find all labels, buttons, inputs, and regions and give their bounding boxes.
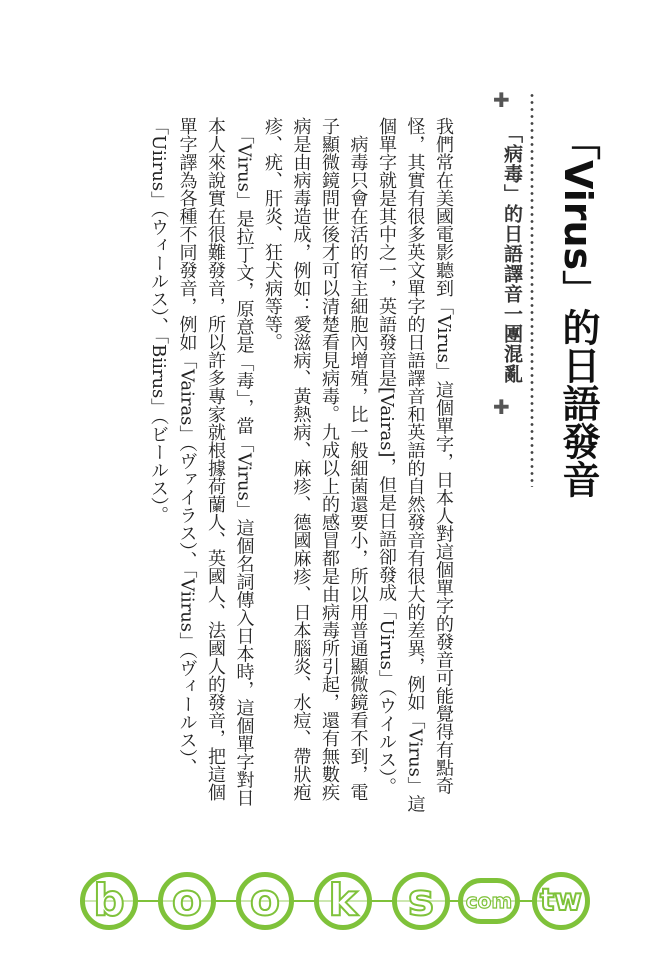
books-com-tw-watermark — [80, 862, 600, 942]
watermark-tw: tw — [532, 872, 590, 930]
page-subtitle: 「病毒」的日語譯音一團混亂 — [501, 124, 523, 384]
body-text: 我們常在美國電影聽到「Virus」這個單字，日本人對這個單字的發音可能覺得有點奇 怪，其實有很多英文單字的日語譯音和英語的自然發音有很大的差異，例如「Virus」這 個單字就是其中之一，英語發音是[Vairas]，但是日語卻發成「Uirus」（ウイルス）。 病毒只會在活的宿主細胞內增殖，比一般細菌還要小，所以用普通顯微鏡看不到，電 子顯微鏡問世後才可以清楚看見病毒。九成以上的感冒都是由病毒所引起，還有無數疾 病是由病毒造成，例如：愛滋病、黃熱病、麻疹、德國麻疹、日本腦炎、水痘、帶狀疱 疹、疣、肝炎、狂犬病等等。 「Virus」是拉丁文，原意是「毒」，當「Virus」這個名詞傳入日本時，這個單字對日 本人來說實在很難發音，所以許多專家就根據荷蘭人、英國人、法國人的發音，把這個 單字譯為各種不同發音，例如「Vairas」（ヴァイラス）、「Viirus」（ヴィールス）、 「Uiirus」（ウィールス）、「Biirus」（ビールス）。 — [148, 117, 454, 813]
watermark-letter: s — [392, 872, 450, 930]
watermark-letter: o — [158, 872, 216, 930]
watermark-letter: b — [80, 872, 138, 930]
watermark-letter: o — [236, 872, 294, 930]
plus-ornament-icon: ✚ — [493, 88, 510, 112]
plus-ornament-icon: ✚ — [493, 395, 510, 419]
page-title: 「Virus」的日語發音 — [556, 122, 600, 499]
dotted-divider — [530, 92, 534, 487]
watermark-com: com — [458, 878, 520, 924]
watermark-letter: k — [314, 872, 372, 930]
